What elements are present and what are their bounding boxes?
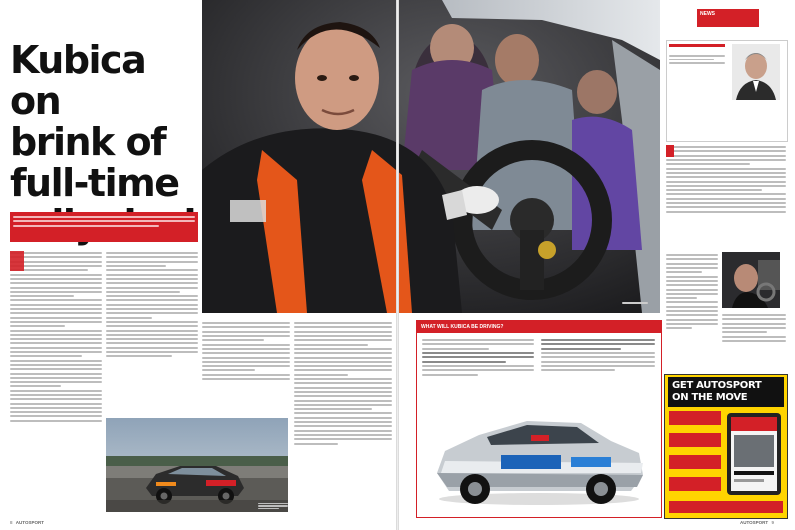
fiesta-rrc-car-illustration [431, 411, 647, 511]
columnist-portrait-illustration [732, 44, 780, 100]
right-drop-cap [666, 145, 674, 157]
right-page-footer [740, 520, 774, 525]
inset-photo [722, 252, 780, 308]
article-standfirst [10, 212, 198, 242]
autosport-advert [664, 374, 788, 519]
headline-line-3: full-time [10, 161, 179, 205]
advert-title-line-1: GET AUTOSPORT [672, 380, 762, 391]
right-body-text-lower [666, 252, 718, 370]
right-page-number: 9 [771, 520, 774, 525]
advert-title-line-2: ON THE MOVE [672, 392, 748, 403]
headline-line-1: Kubica on [10, 38, 146, 123]
body-text-column-4 [294, 320, 392, 512]
advert-bullet-1 [669, 411, 721, 425]
advert-bullet-2 [669, 433, 721, 447]
right-body-text [666, 144, 786, 250]
body-text-column-3 [202, 320, 290, 412]
advert-title [668, 377, 784, 407]
main-photo-kubica [202, 0, 660, 313]
left-page-number: 8 [10, 520, 13, 525]
rally-car-illustration [106, 418, 288, 512]
advert-bullet-4 [669, 477, 721, 491]
left-page-footer [10, 520, 44, 525]
body-text-column-2 [106, 250, 198, 412]
inset-driver-illustration [722, 252, 780, 308]
photo-credit [622, 300, 648, 306]
section-tag-label: NEWS [700, 11, 715, 17]
advert-tablet-illustration [725, 411, 783, 497]
drop-cap [10, 251, 24, 271]
advert-bullet-3 [669, 455, 721, 469]
right-body-text-after-inset [722, 312, 786, 370]
left-magazine-name: AUTOSPORT [15, 520, 44, 525]
advert-bottom-strip [669, 501, 783, 513]
page-gutter [396, 0, 399, 530]
columnist-label-bar [669, 44, 725, 47]
body-text-column-1 [10, 250, 102, 512]
car-sidebar-text-left [422, 337, 534, 407]
car-sidebar-title: WHAT WILL KUBICA BE DRIVING? [417, 321, 661, 333]
car-sidebar-box [416, 320, 662, 518]
columnist-text [669, 53, 725, 66]
rally-photo-caption [258, 502, 288, 510]
car-sidebar-text-right [541, 337, 655, 407]
section-tag [697, 9, 759, 27]
driver-in-car-illustration [202, 0, 660, 313]
headline-line-2: brink of [10, 120, 166, 164]
columnist-portrait [732, 44, 780, 100]
rally-car-photo [106, 418, 288, 512]
right-magazine-name: AUTOSPORT [740, 520, 769, 525]
